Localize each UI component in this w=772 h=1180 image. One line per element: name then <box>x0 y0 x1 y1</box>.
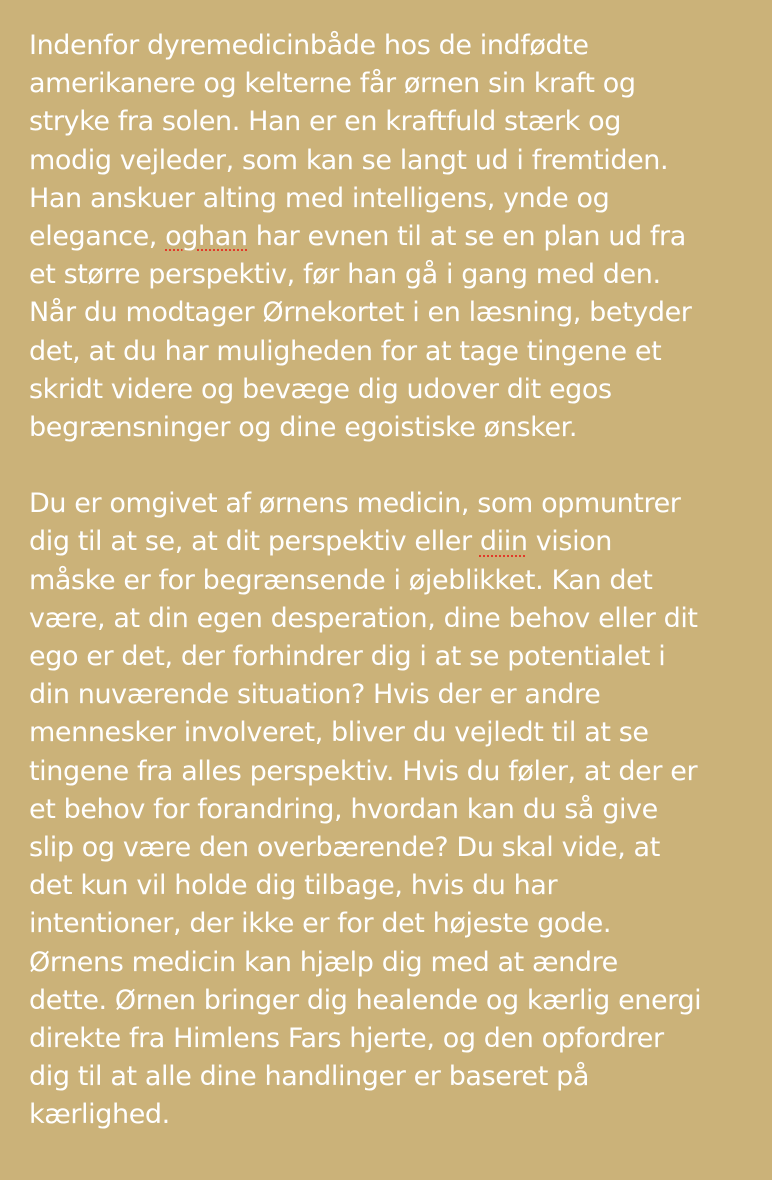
paragraph-spacer <box>29 447 759 485</box>
text-line: stryke fra solen. Han er en kraftfuld stærk og <box>29 106 621 138</box>
text-line: måske er for begrænsende i øjeblikket. Kan det <box>29 564 653 596</box>
text-line: slip og være den overbærende? Du skal vide, at <box>29 831 660 863</box>
text-line: begrænsninger og dine egoistiske ønsker. <box>29 411 578 443</box>
text-line: Ørnens medicin kan hjælp dig med at ændre <box>29 946 618 978</box>
text-line: direkte fra Himlens Fars hjerte, og den opfordrer <box>29 1022 664 1054</box>
paragraph-2 <box>29 485 759 1134</box>
text-line: Når du modtager Ørnekortet i en læsning, betyder <box>29 297 692 329</box>
text-line <box>29 218 759 256</box>
text-segment: dig til at se, at dit perspektiv eller <box>29 526 480 558</box>
text-line: et større perspektiv, før han gå i gang med den. <box>29 259 661 291</box>
text-line: Han anskuer alting med intelligens, ynde og <box>29 182 610 214</box>
text-document <box>29 27 759 1134</box>
text-line: din nuværende situation? Hvis der er andre <box>29 679 601 711</box>
text-line: kærlighed. <box>29 1099 170 1131</box>
paragraph-1 <box>29 27 759 447</box>
text-line: dig til at alle dine handlinger er baseret på <box>29 1061 590 1093</box>
text-line: tingene fra alles perspektiv. Hvis du føler, at der er <box>29 755 698 787</box>
text-line: Du er omgivet af ørnens medicin, som opmuntrer <box>29 488 681 520</box>
misspelled-word[interactable]: diin <box>479 526 528 558</box>
text-line: det kun vil holde dig tilbage, hvis du har <box>29 870 558 902</box>
text-segment: har evnen til at se en plan ud fra <box>247 220 686 252</box>
text-line: Indenfor dyremedicinbåde hos de indfødte <box>29 30 589 61</box>
text-line: det, at du har muligheden for at tage tingene et <box>29 335 662 367</box>
text-line: være, at din egen desperation, dine behov eller dit <box>29 602 698 634</box>
text-line: skridt videre og bevæge dig udover dit egos <box>29 373 612 405</box>
text-line: intentioner, der ikke er for det højeste gode. <box>29 908 612 940</box>
text-line: mennesker involveret, bliver du vejledt til at se <box>29 717 649 749</box>
text-line <box>29 523 759 561</box>
text-line: modig vejleder, som kan se langt ud i fremtiden. <box>29 144 669 176</box>
misspelled-word[interactable]: oghan <box>165 220 248 252</box>
text-line: ego er det, der forhindrer dig i at se potentialet i <box>29 641 666 672</box>
text-line: dette. Ørnen bringer dig healende og kærlig energi <box>29 984 702 1016</box>
text-line: amerikanere og kelterne får ørnen sin kraft og <box>29 68 636 100</box>
text-segment: elegance, <box>29 220 166 252</box>
text-line: et behov for forandring, hvordan kan du så give <box>29 793 658 825</box>
text-segment: vision <box>527 526 613 558</box>
